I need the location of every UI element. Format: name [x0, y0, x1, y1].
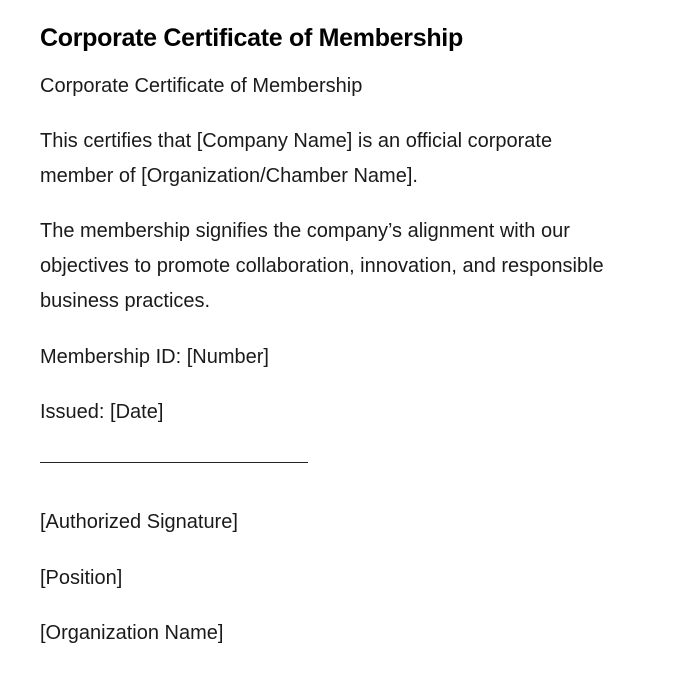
certification-paragraph: This certifies that [Company Name] is an official corporate member of [Organization/Chamber Name]. — [40, 130, 553, 187]
document-subtitle: Corporate Certificate of Membership — [40, 75, 363, 97]
document-title: Corporate Certificate of Membership — [40, 24, 463, 52]
organization-name: [Organization Name] — [40, 622, 224, 644]
signature-line — [40, 462, 308, 463]
authorized-signature: [Authorized Signature] — [40, 511, 238, 533]
signer-position: [Position] — [40, 567, 123, 589]
issued-date: Issued: [Date] — [40, 401, 164, 423]
membership-description-paragraph: The membership signifies the company’s alignment with our objectives to promote collaboration, innovation, and responsible business practices. — [40, 220, 604, 312]
membership-id: Membership ID: [Number] — [40, 346, 269, 368]
